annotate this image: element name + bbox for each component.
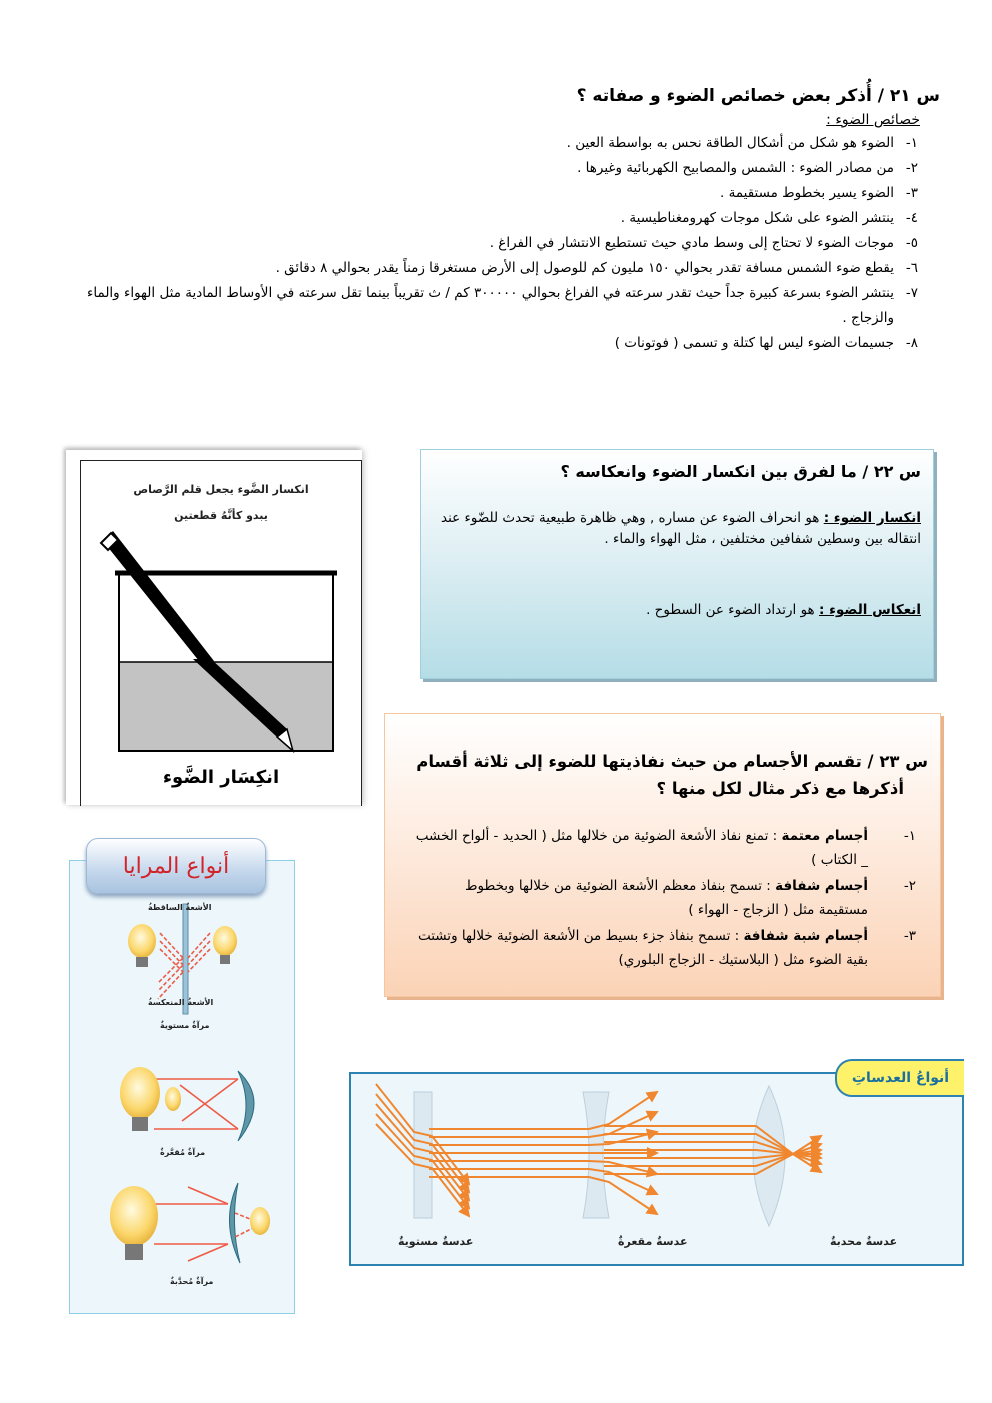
list-item: ٤- ينتشر الضوء على شكل موجات كهرومغناطيسية . xyxy=(620,210,918,226)
question-22-box xyxy=(420,449,934,679)
mirror-diagrams-icon xyxy=(70,861,294,1313)
question-21-title: س ٢١ / أُذكر بعض خصائص الضوء و صفاته ؟ xyxy=(576,86,940,106)
lens-types-badge: أنواعُ العدساتِ xyxy=(835,1059,964,1097)
question-22-title: س ٢٢ / ما لفرق بين انكسار الضوء وانعكاسه ؟ xyxy=(560,462,921,481)
figure-caption-line1: انكسار الضَّوء يجعل قلم الرَّصاص xyxy=(133,483,309,496)
reflected-rays-label: الأشعةُ المنعكسةُ xyxy=(148,998,214,1007)
convex-lens-label: عدسةٌ محدبةٌ xyxy=(830,1235,898,1248)
list-item: ٨- جسيمات الضوء ليس لها كتلة و تسمى ( فوتونات ) xyxy=(614,335,918,351)
list-item: ١- أجسام معتمة : تمنع نفاذ الأشعة الضوئية من خلالها مثل ( الحديد - ألواح الخشب _ الكتاب ) xyxy=(415,828,916,868)
list-item: ١- الضوء هو شكل من أشكال الطاقة نحس به بواسطة العين . xyxy=(566,135,918,151)
list-item: ٣- الضوء يسير بخطوط مستقيمة . xyxy=(720,185,918,201)
question-23-title: س ٢٣ / تقسم الأجسام من حيث نفاذيتها للضوء إلى ثلاثة أقسام أذكرها مع ذكر مثال لكل منها ؟ xyxy=(416,752,928,798)
beaker-pencil-icon xyxy=(81,461,361,761)
list-item: ٢- أجسام شفافة : تسمح بنفاذ معظم الأشعة الضوئية من خلالها وبخطوط مستقيمة مثل ( الزجاج - الهواء ) xyxy=(465,878,916,918)
list-item: ٦- يقطع ضوء الشمس مسافة تقدر بحوالي ١٥٠ مليون كم للوصول إلى الأرض مستغرقا زمناً يقدر بحوالي ٨ دقائق . xyxy=(275,260,918,276)
concave-lens-label: عدسةٌ مقعرةٌ xyxy=(618,1235,688,1248)
refraction-definition: انكسار الضوء : هو انحراف الضوء عن مساره , وهي ظاهرة طبيعية تحدث للضّوء عند انتقاله بين وسطين شفافين مختلفين ، مثل الهواء والماء . xyxy=(441,510,921,547)
mirror-types-panel xyxy=(69,860,295,1314)
light-properties-subtitle: خصائص الضوء : xyxy=(826,112,920,128)
materials-list xyxy=(412,824,916,974)
convex-mirror-label: مرآةٌ مُحدَّبةٌ xyxy=(170,1277,214,1286)
question-23-box xyxy=(384,713,941,997)
reflection-definition: انعكاس الضوء : هو ارتداد الضوء عن السطوح . xyxy=(646,602,921,618)
list-item: ٧- ينتشر الضوء بسرعة كبيرة جداً حيث تقدر سرعته في الفراغ بحوالي ٣٠٠٠٠٠ كم / ث تقريباً بينما تقل سرعته في الأوساط المادية مثل الهواء والماء والزجاج . xyxy=(87,285,918,326)
pencil-refraction-figure xyxy=(66,450,362,805)
refraction-label: انكِسَار الضَّوء xyxy=(162,767,280,788)
list-item: ٥- موجات الضوء لا تحتاج إلى وسط مادي حيث تستطيع الانتشار في الفراغ . xyxy=(489,235,918,251)
light-properties-list xyxy=(40,131,940,356)
concave-mirror-label: مرآةٌ مُقعَّرةٌ xyxy=(160,1148,206,1157)
mirror-types-badge: أنواع المرايا xyxy=(86,838,266,894)
figure-frame xyxy=(80,460,362,806)
incident-rays-label: الأشعةُ الساقطةُ xyxy=(148,903,212,912)
flat-lens-label: عدسةٌ مستويةٌ xyxy=(398,1235,474,1248)
plane-mirror-label: مرآةٌ مستويةٌ xyxy=(160,1021,210,1030)
figure-caption-line2: يبدو كأنَّهُ قطعتين xyxy=(174,509,268,522)
question-21-section xyxy=(40,86,940,356)
list-item: ٢- من مصادر الضوء : الشمس والمصابيح الكهربائية وغيرها . xyxy=(577,160,918,176)
list-item: ٣- أجسام شبة شفافة : تسمح بنفاذ جزء بسيط من الأشعة الضوئية خلالها وتشتت بقية الضوء مثل ( البلاستيك - الزجاج البلوري) xyxy=(417,928,916,968)
